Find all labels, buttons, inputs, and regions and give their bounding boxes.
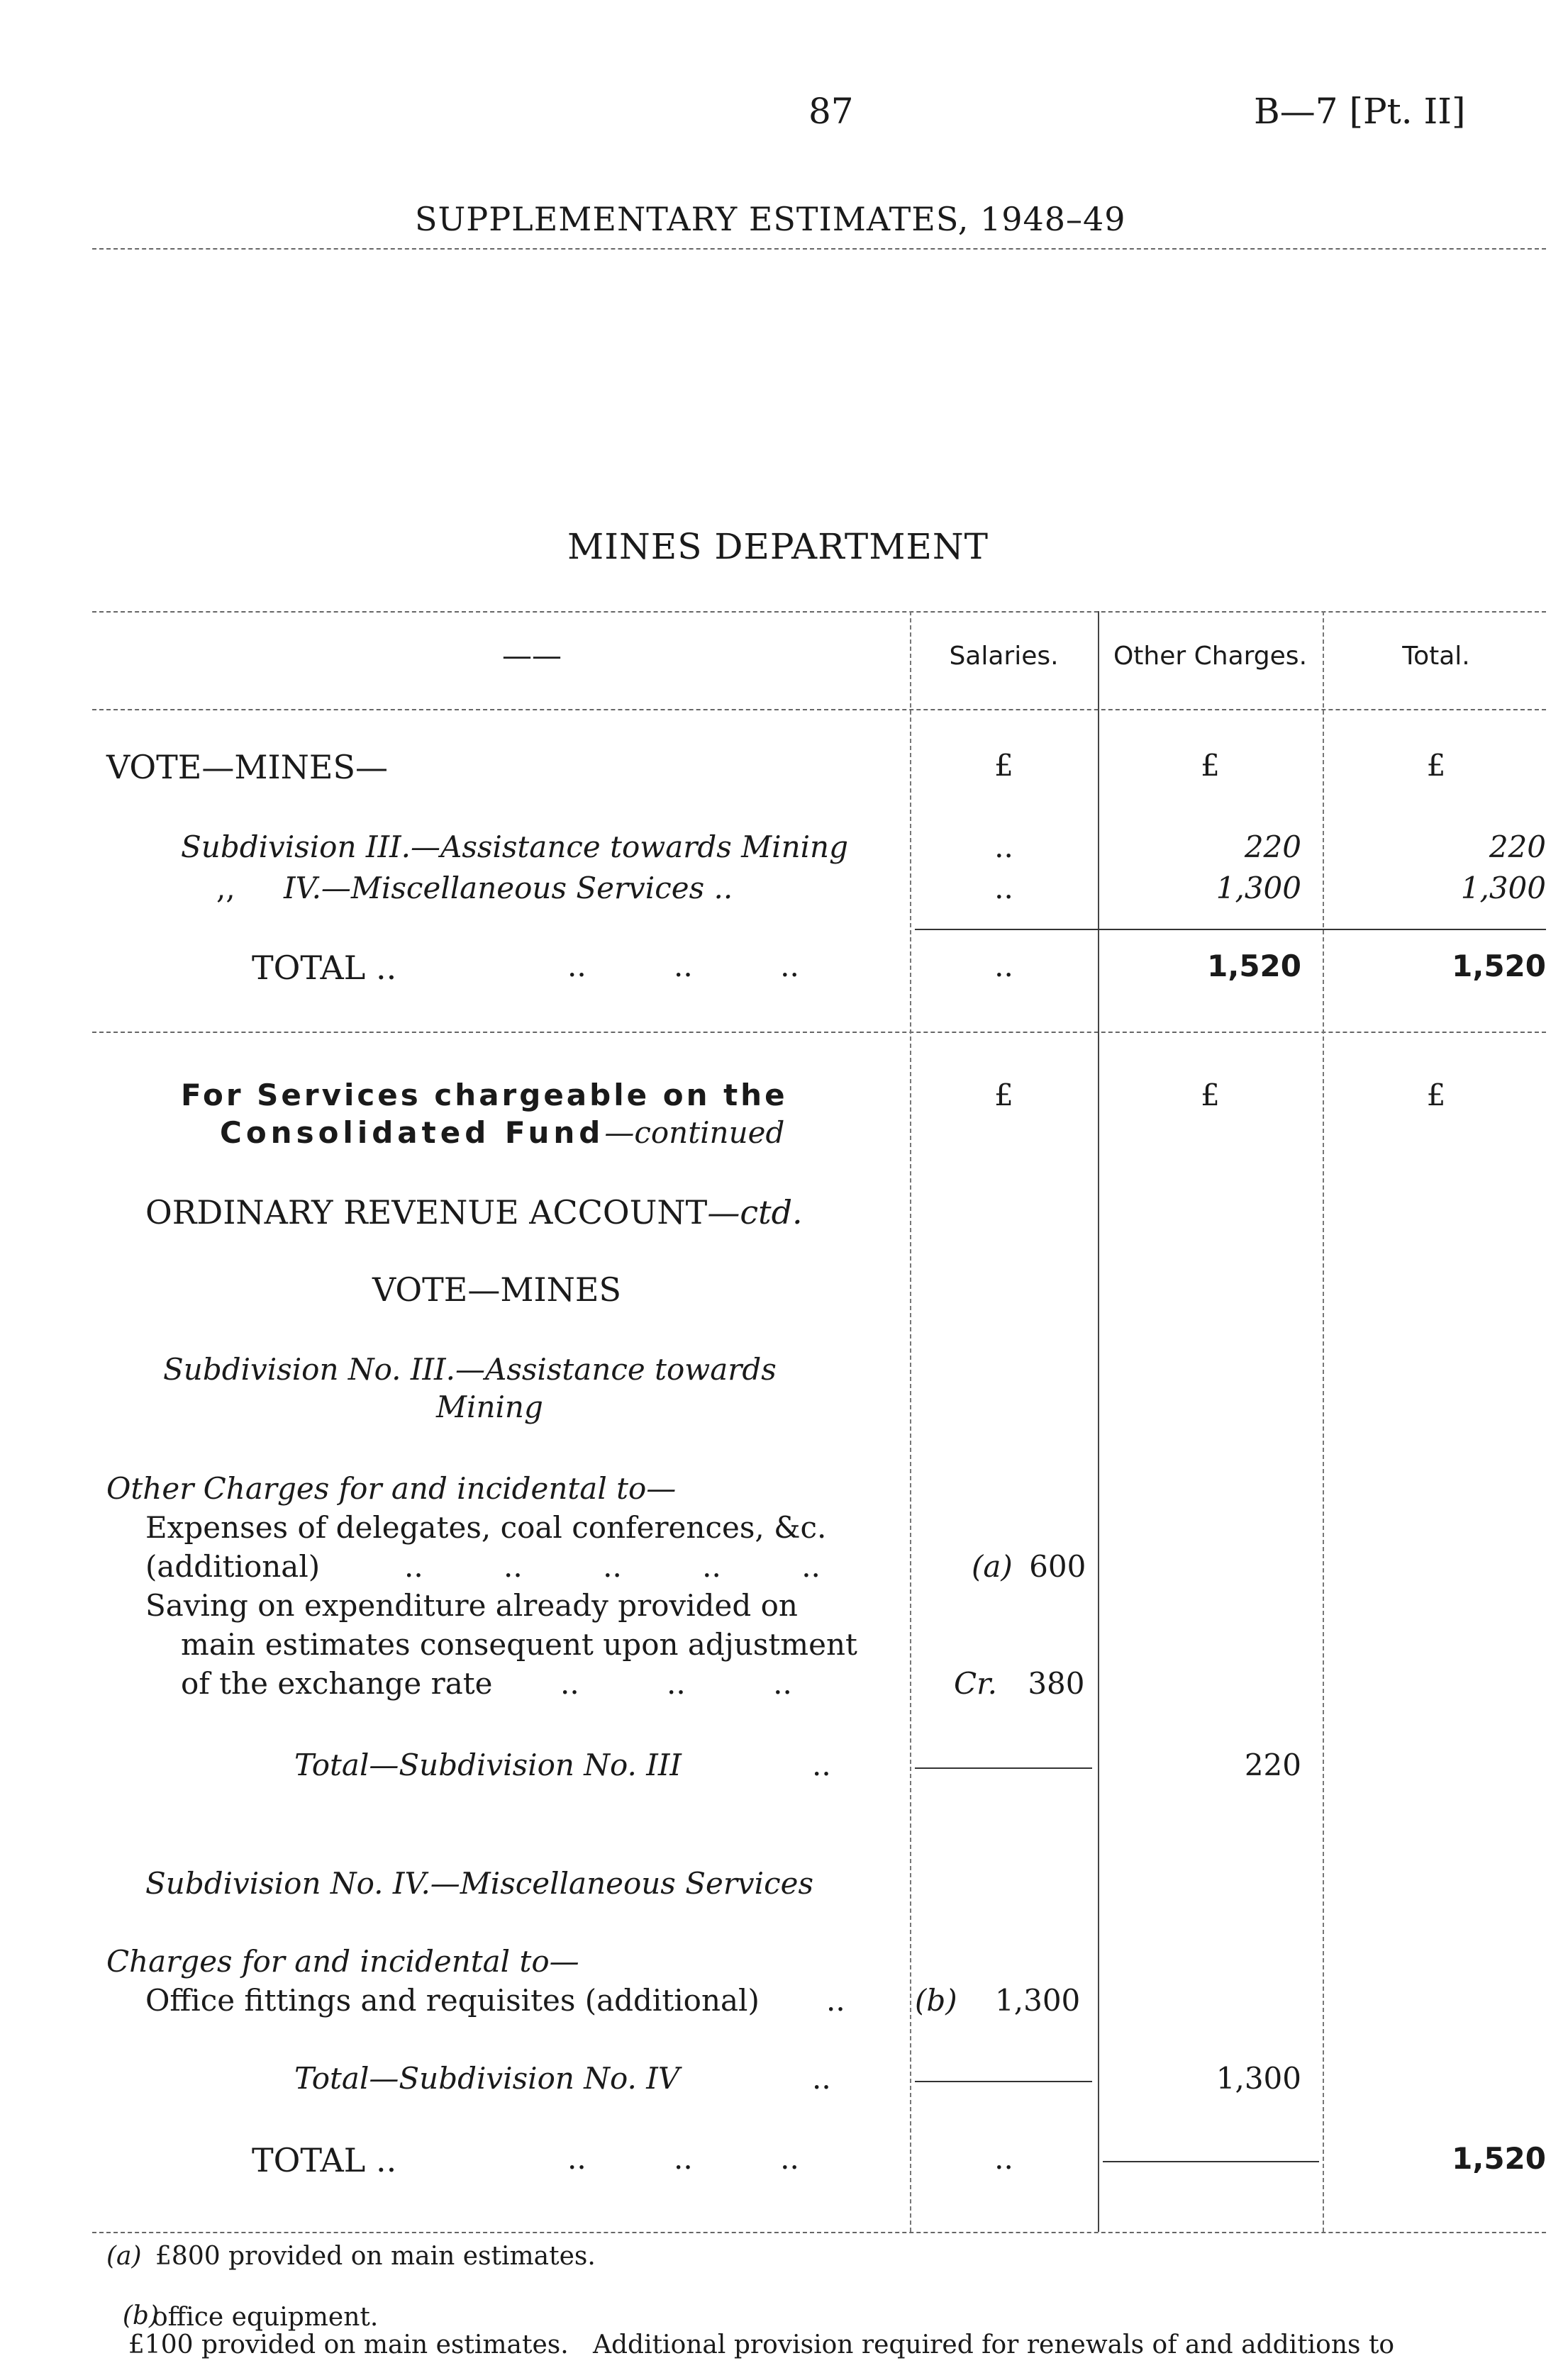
detail-total-other-rule: [1103, 2161, 1319, 2162]
sub4-title: Subdivision No. IV.—Miscellaneous Services: [145, 1866, 814, 1901]
detail-heading-line2: [220, 1115, 784, 1150]
sub3-item-line: of the exchange rate: [181, 1666, 493, 1701]
detail-vote-title: VOTE—MINES: [372, 1270, 621, 1309]
detail-other-currency: £: [1201, 1078, 1220, 1112]
column-header-rule: [92, 709, 1546, 710]
footnote-mark: (a): [106, 2242, 142, 2271]
sub4-total-rule: [915, 2081, 1092, 2082]
department-title: MINES DEPARTMENT: [567, 526, 989, 567]
detail-total-label: TOTAL ..: [252, 2141, 397, 2179]
sub3-item-value: 380: [1028, 1666, 1085, 1701]
footnote-ref-b: (b): [915, 1983, 957, 2018]
summary-row-ditto: ,,: [216, 871, 235, 905]
summary-row-other: 1,300: [1216, 871, 1301, 905]
credit-prefix: Cr.: [954, 1666, 997, 1701]
summary-total-other: 1,520: [1207, 949, 1301, 983]
summary-vote-title: VOTE—MINES—: [106, 748, 388, 786]
footnote-text: £800 provided on main estimates.: [155, 2242, 596, 2271]
sub4-total-label: Total—Subdivision No. IV: [294, 2061, 680, 2096]
detail-total-dots: .. .. ..: [567, 2141, 799, 2176]
summary-subtotal-rule: [915, 929, 1546, 930]
section-divider-rule: [92, 1032, 1546, 1033]
header-rule: [92, 248, 1546, 250]
summary-row-total: 1,300: [1460, 871, 1546, 905]
summary-total-total: 1,520: [1452, 949, 1546, 983]
sub4-charges-heading: Charges for and incidental to—: [106, 1944, 579, 1979]
sub4-item-amount: [915, 1983, 1080, 2018]
other-charges-column-header: Other Charges.: [1113, 642, 1308, 671]
page-number: 87: [808, 91, 854, 132]
sub3-item-dots: .. .. .. .. ..: [404, 1549, 821, 1584]
page-title: SUPPLEMENTARY ESTIMATES, 1948–49: [415, 200, 1126, 238]
sub4-total-other: 1,300: [1216, 2061, 1301, 2096]
summary-total-currency: £: [1426, 748, 1446, 783]
total-column-header: Total.: [1402, 642, 1470, 671]
summary-row-label: Subdivision III.—Assistance towards Mining: [181, 829, 848, 864]
detail-total-currency: £: [1426, 1078, 1446, 1112]
detail-total-salaries: ..: [994, 2141, 1013, 2176]
sub3-total-dots: ..: [812, 1748, 831, 1782]
table-top-rule: [92, 611, 1546, 613]
sub3-item-amount: [954, 1666, 1084, 1701]
sub3-item-line: (additional): [145, 1549, 321, 1584]
sub3-item-value: 600: [1029, 1549, 1086, 1584]
sub3-item-line: Saving on expenditure already provided on: [145, 1588, 798, 1623]
account-heading: [145, 1193, 803, 1231]
summary-row-salaries: ..: [994, 871, 1013, 905]
detail-total-total: 1,520: [1452, 2141, 1546, 2176]
sub3-total-label: Total—Subdivision No. III: [294, 1748, 682, 1782]
sub3-item-line: main estimates consequent upon adjustment: [181, 1627, 857, 1662]
sub3-title-line1: Subdivision No. III.—Assistance towards: [163, 1352, 777, 1387]
sub3-title-line2: Mining: [436, 1390, 543, 1424]
footnote-ref-a: (a): [972, 1549, 1013, 1584]
sub3-total-other: 220: [1244, 1748, 1301, 1782]
account-name: ORDINARY REVENUE ACCOUNT: [145, 1193, 708, 1231]
summary-row-salaries: ..: [994, 829, 1013, 864]
footnote-continuation: office equipment.: [152, 2303, 379, 2332]
sub3-charges-heading: Other Charges for and incidental to—: [106, 1471, 677, 1506]
sub4-item-label: Office fittings and requisites (additional): [145, 1983, 760, 2018]
sub3-item-line: Expenses of delegates, coal conferences, &c.: [145, 1510, 827, 1545]
table-bottom-rule: [92, 2232, 1546, 2233]
sub3-item-amount: [972, 1549, 1086, 1584]
sub4-total-dots: ..: [812, 2061, 831, 2096]
sub3-total-rule: [915, 1767, 1092, 1769]
summary-total-dots: .. .. ..: [567, 949, 799, 983]
summary-total-salaries: ..: [994, 949, 1013, 983]
consolidated-fund-label: Consolidated Fund: [220, 1115, 605, 1150]
summary-other-currency: £: [1201, 748, 1220, 783]
detail-heading-line1: For Services chargeable on the: [181, 1078, 788, 1112]
page-reference: B—7 [Pt. II]: [1254, 91, 1466, 132]
sub3-item-dots: .. .. ..: [560, 1666, 792, 1701]
summary-row-other: 220: [1244, 829, 1301, 864]
footnote-a: [106, 2242, 596, 2271]
sub4-item-value: 1,300: [995, 1983, 1081, 2018]
detail-salaries-currency: £: [994, 1078, 1013, 1112]
stub-column-header: ——: [502, 638, 562, 673]
summary-total-label: TOTAL ..: [252, 949, 397, 987]
footnote-text: £100 provided on main estimates. Additional provision required for renewals of and additions to: [128, 2330, 1395, 2359]
summary-row-label: IV.—Miscellaneous Services ..: [284, 871, 733, 905]
continued-label: —continued: [604, 1115, 785, 1150]
account-suffix: —ctd.: [707, 1193, 803, 1231]
summary-salaries-currency: £: [994, 748, 1013, 783]
footnote-mark: (b): [122, 2301, 160, 2330]
summary-row-total: 220: [1489, 829, 1546, 864]
sub4-item-dots: ..: [826, 1983, 845, 2018]
salaries-column-header: Salaries.: [949, 642, 1059, 671]
